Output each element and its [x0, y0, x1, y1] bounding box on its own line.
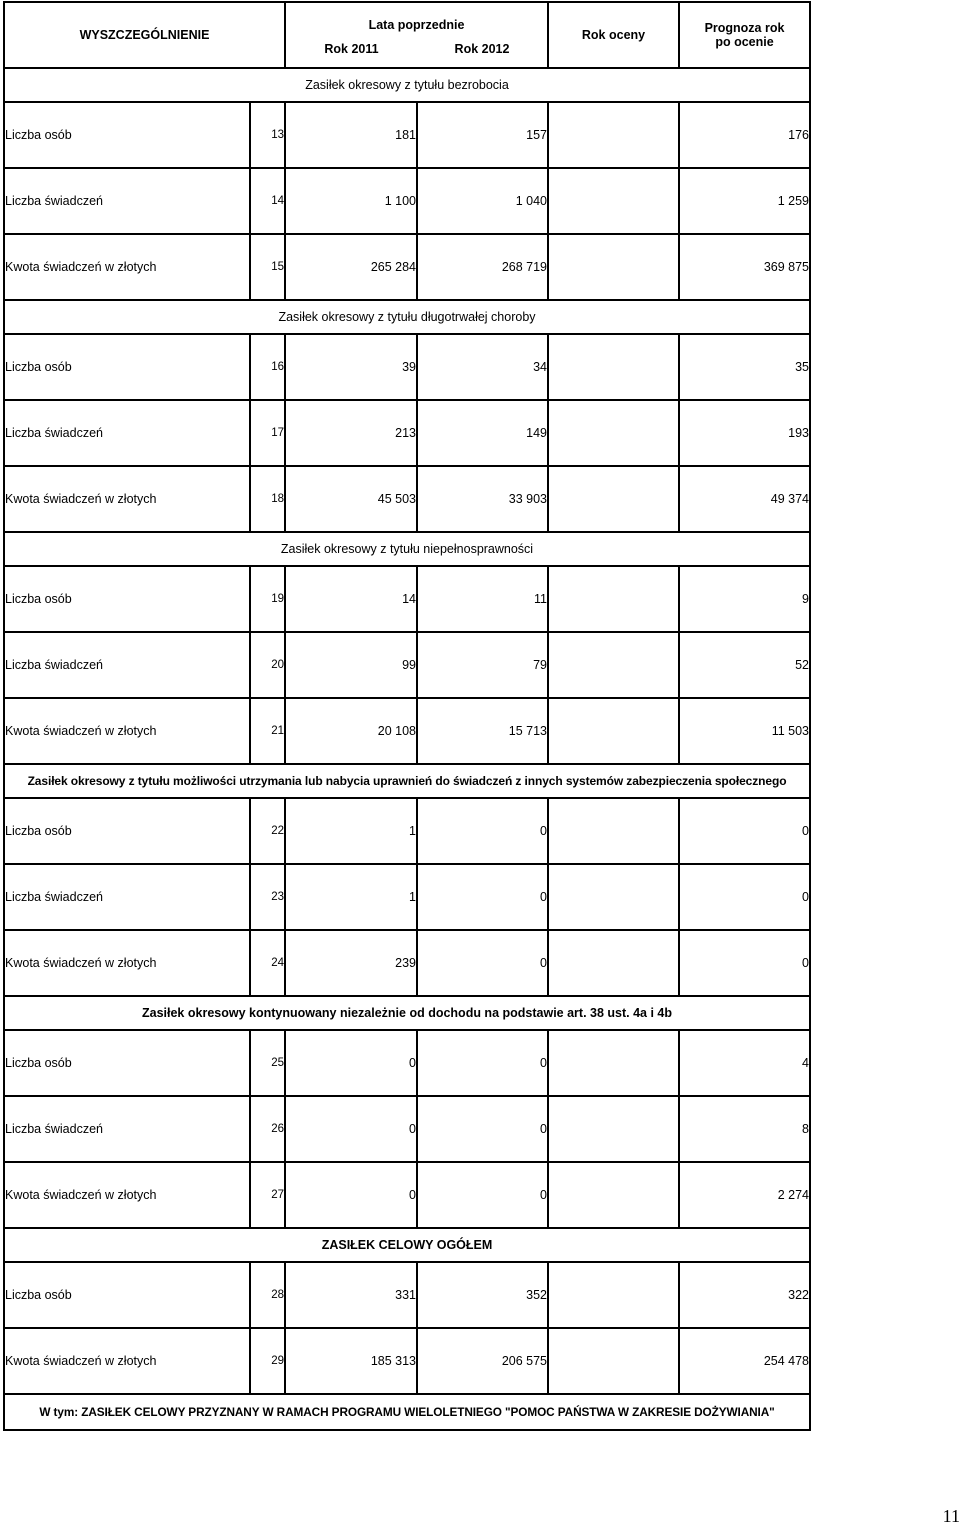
- value-prognoza: 0: [679, 930, 810, 996]
- value-2011: 181: [285, 102, 417, 168]
- value-2011: 45 503: [285, 466, 417, 532]
- value-prognoza: 52: [679, 632, 810, 698]
- footer-section-row: [4, 1394, 810, 1430]
- value-2011: 20 108: [285, 698, 417, 764]
- row-number: 24: [250, 930, 285, 996]
- value-prognoza: 2 274: [679, 1162, 810, 1228]
- table-row: [4, 334, 810, 400]
- row-number: 17: [250, 400, 285, 466]
- row-label: Liczba osób: [4, 102, 250, 168]
- value-rok-oceny: [548, 168, 679, 234]
- table-row: [4, 864, 810, 930]
- row-label: Kwota świadczeń w złotych: [4, 1162, 250, 1228]
- table-row: [4, 1096, 810, 1162]
- row-label: Liczba osób: [4, 334, 250, 400]
- value-2011: 99: [285, 632, 417, 698]
- row-number: 18: [250, 466, 285, 532]
- footer-section-title: W tym: ZASIŁEK CELOWY PRZYZNANY W RAMACH PROGRAMU WIELOLETNIEGO "POMOC PAŃSTWA W ZAKRESIE DOŻYWIANIA": [4, 1394, 810, 1430]
- value-2011: 14: [285, 566, 417, 632]
- value-prognoza: 254 478: [679, 1328, 810, 1394]
- value-2011: 185 313: [285, 1328, 417, 1394]
- header-rok-oceny: Rok oceny: [548, 2, 679, 68]
- row-label: Kwota świadczeń w złotych: [4, 466, 250, 532]
- value-rok-oceny: [548, 334, 679, 400]
- row-label: Kwota świadczeń w złotych: [4, 930, 250, 996]
- value-rok-oceny: [548, 1096, 679, 1162]
- value-2011: 1 100: [285, 168, 417, 234]
- value-prognoza: 0: [679, 864, 810, 930]
- value-prognoza: 176: [679, 102, 810, 168]
- table-row: [4, 698, 810, 764]
- table-row: [4, 102, 810, 168]
- value-2011: 1: [285, 864, 417, 930]
- row-number: 13: [250, 102, 285, 168]
- row-number: 16: [250, 334, 285, 400]
- data-table: [3, 1, 811, 1431]
- row-label: Liczba świadczeń: [4, 632, 250, 698]
- value-2012: 0: [417, 1030, 548, 1096]
- value-prognoza: 369 875: [679, 234, 810, 300]
- value-2011: 213: [285, 400, 417, 466]
- row-label: Liczba osób: [4, 1262, 250, 1328]
- table-row: [4, 400, 810, 466]
- row-label: Liczba świadczeń: [4, 400, 250, 466]
- value-2012: 0: [417, 1096, 548, 1162]
- value-2012: 149: [417, 400, 548, 466]
- header-prognoza: [679, 2, 810, 68]
- value-2012: 0: [417, 1162, 548, 1228]
- row-number: 28: [250, 1262, 285, 1328]
- value-2012: 0: [417, 798, 548, 864]
- value-rok-oceny: [548, 1162, 679, 1228]
- row-label: Liczba osób: [4, 566, 250, 632]
- row-number: 20: [250, 632, 285, 698]
- row-number: 15: [250, 234, 285, 300]
- value-rok-oceny: [548, 698, 679, 764]
- value-2012: 11: [417, 566, 548, 632]
- value-prognoza: 1 259: [679, 168, 810, 234]
- value-2011: 265 284: [285, 234, 417, 300]
- section-title: ZASIŁEK CELOWY OGÓŁEM: [4, 1228, 810, 1262]
- section-title: Zasiłek okresowy kontynuowany niezależnie od dochodu na podstawie art. 38 ust. 4a i 4b: [4, 996, 810, 1030]
- value-prognoza: 322: [679, 1262, 810, 1328]
- value-2011: 239: [285, 930, 417, 996]
- value-rok-oceny: [548, 1030, 679, 1096]
- value-2012: 79: [417, 632, 548, 698]
- value-rok-oceny: [548, 798, 679, 864]
- row-number: 22: [250, 798, 285, 864]
- value-prognoza: 11 503: [679, 698, 810, 764]
- section-header-row: [4, 1228, 810, 1262]
- row-number: 29: [250, 1328, 285, 1394]
- row-label: Kwota świadczeń w złotych: [4, 698, 250, 764]
- value-2011: 331: [285, 1262, 417, 1328]
- value-2012: 33 903: [417, 466, 548, 532]
- value-2012: 1 040: [417, 168, 548, 234]
- row-number: 21: [250, 698, 285, 764]
- table-row: [4, 798, 810, 864]
- value-prognoza: 8: [679, 1096, 810, 1162]
- section-title: Zasiłek okresowy z tytułu długotrwałej choroby: [4, 300, 810, 334]
- table-row: [4, 1262, 810, 1328]
- value-rok-oceny: [548, 566, 679, 632]
- value-2011: 0: [285, 1030, 417, 1096]
- row-number: 14: [250, 168, 285, 234]
- section-header-row: [4, 996, 810, 1030]
- value-rok-oceny: [548, 234, 679, 300]
- table-row: [4, 1030, 810, 1096]
- value-2012: 0: [417, 864, 548, 930]
- table-row: [4, 234, 810, 300]
- section-title: Zasiłek okresowy z tytułu niepełnosprawności: [4, 532, 810, 566]
- value-2011: 0: [285, 1162, 417, 1228]
- value-2011: 0: [285, 1096, 417, 1162]
- row-number: 26: [250, 1096, 285, 1162]
- section-title: Zasiłek okresowy z tytułu bezrobocia: [4, 68, 810, 102]
- row-label: Kwota świadczeń w złotych: [4, 1328, 250, 1394]
- header-prognoza-line2: po ocenie: [715, 35, 774, 49]
- header-wyszczegolnienie: WYSZCZEGÓLNIENIE: [4, 2, 285, 68]
- header-prognoza-line1: Prognoza rok: [704, 21, 785, 35]
- value-rok-oceny: [548, 1262, 679, 1328]
- value-prognoza: 0: [679, 798, 810, 864]
- row-label: Liczba świadczeń: [4, 864, 250, 930]
- value-rok-oceny: [548, 400, 679, 466]
- value-prognoza: 193: [679, 400, 810, 466]
- value-rok-oceny: [548, 102, 679, 168]
- header-rok-2011: Rok 2011: [285, 32, 417, 68]
- value-2012: 34: [417, 334, 548, 400]
- table-row: [4, 930, 810, 996]
- section-header-row: [4, 68, 810, 102]
- row-label: Liczba osób: [4, 798, 250, 864]
- section-header-row: [4, 300, 810, 334]
- value-2011: 1: [285, 798, 417, 864]
- table-row: [4, 466, 810, 532]
- table-row: [4, 1162, 810, 1228]
- value-2011: 39: [285, 334, 417, 400]
- section-title: Zasiłek okresowy z tytułu możliwości utrzymania lub nabycia uprawnień do świadczeń z innych systemów zabezpieczenia społecznego: [4, 764, 810, 798]
- value-2012: 157: [417, 102, 548, 168]
- section-header-row: [4, 764, 810, 798]
- section-header-row: [4, 532, 810, 566]
- value-2012: 206 575: [417, 1328, 548, 1394]
- row-number: 23: [250, 864, 285, 930]
- value-prognoza: 35: [679, 334, 810, 400]
- table-row: [4, 632, 810, 698]
- value-2012: 15 713: [417, 698, 548, 764]
- value-rok-oceny: [548, 864, 679, 930]
- value-2012: 0: [417, 930, 548, 996]
- row-label: Liczba świadczeń: [4, 1096, 250, 1162]
- page-number: 11: [942, 1506, 960, 1526]
- row-number: 19: [250, 566, 285, 632]
- header-rok-2012: Rok 2012: [417, 32, 548, 68]
- table-row: [4, 1328, 810, 1394]
- value-prognoza: 9: [679, 566, 810, 632]
- row-label: Kwota świadczeń w złotych: [4, 234, 250, 300]
- header-lata-poprzednie: Lata poprzednie: [285, 2, 548, 32]
- value-rok-oceny: [548, 930, 679, 996]
- value-rok-oceny: [548, 632, 679, 698]
- row-number: 25: [250, 1030, 285, 1096]
- value-prognoza: 49 374: [679, 466, 810, 532]
- header-row-1: [4, 2, 810, 32]
- table-row: [4, 566, 810, 632]
- row-number: 27: [250, 1162, 285, 1228]
- row-label: Liczba osób: [4, 1030, 250, 1096]
- value-2012: 268 719: [417, 234, 548, 300]
- value-rok-oceny: [548, 466, 679, 532]
- table-row: [4, 168, 810, 234]
- value-prognoza: 4: [679, 1030, 810, 1096]
- value-rok-oceny: [548, 1328, 679, 1394]
- value-2012: 352: [417, 1262, 548, 1328]
- row-label: Liczba świadczeń: [4, 168, 250, 234]
